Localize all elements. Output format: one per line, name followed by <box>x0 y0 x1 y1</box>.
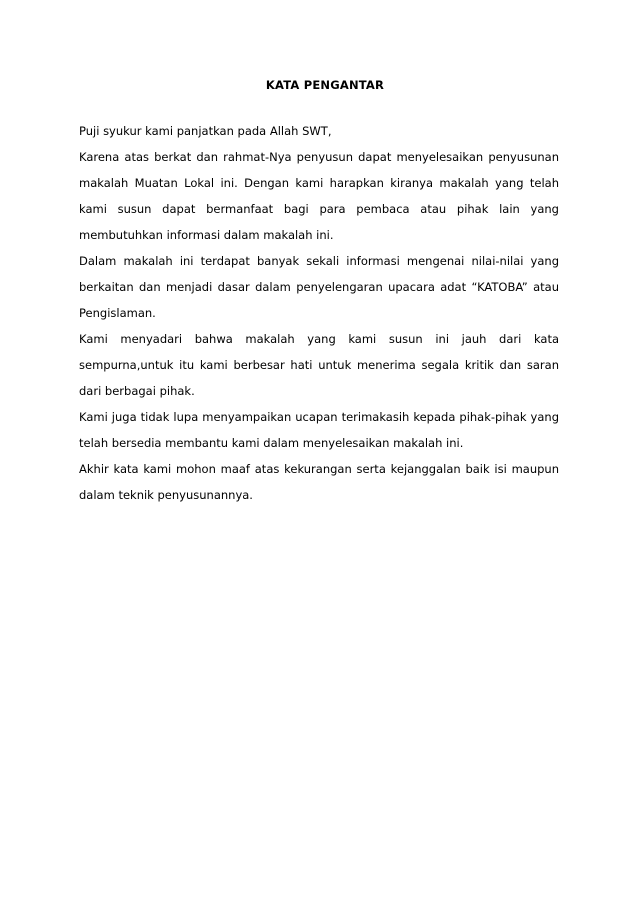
paragraph-thanks: Kami juga tidak lupa menyampaikan ucapan terimakasih kepada pihak-pihak yang telah bersedia membantu kami dalam menyelesaikan makalah ini. <box>79 410 559 450</box>
page-title: KATA PENGANTAR <box>265 78 385 92</box>
paragraph-acknowledge-flaws: Kami menyadari bahwa makalah yang kami susun ini jauh dari kata sempurna,untuk itu kami berbesar hati untuk menerima segala kritik dan saran dari berbagai pihak. <box>79 332 559 398</box>
paragraph-purpose: Karena atas berkat dan rahmat-Nya penyusun dapat menyelesaikan penyusunan makalah Muatan Lokal ini. Dengan kami harapkan kiranya makalah yang telah kami susun dapat bermanfaat bagi para pembaca atau pihak lain yang membutuhkan informasi dalam makalah ini. <box>79 150 559 242</box>
paragraph-closing: Akhir kata kami mohon maaf atas kekurangan serta kejanggalan baik isi maupun dalam teknik penyusunannya. <box>79 462 559 502</box>
paragraph-greeting: Puji syukur kami panjatkan pada Allah SWT, <box>79 124 332 138</box>
paragraph-content: Dalam makalah ini terdapat banyak sekali informasi mengenai nilai-nilai yang berkaitan dan menjadi dasar dalam penyelengaran upacara adat “KATOBA” atau Pengislaman. <box>79 254 559 320</box>
document-body <box>79 118 559 508</box>
